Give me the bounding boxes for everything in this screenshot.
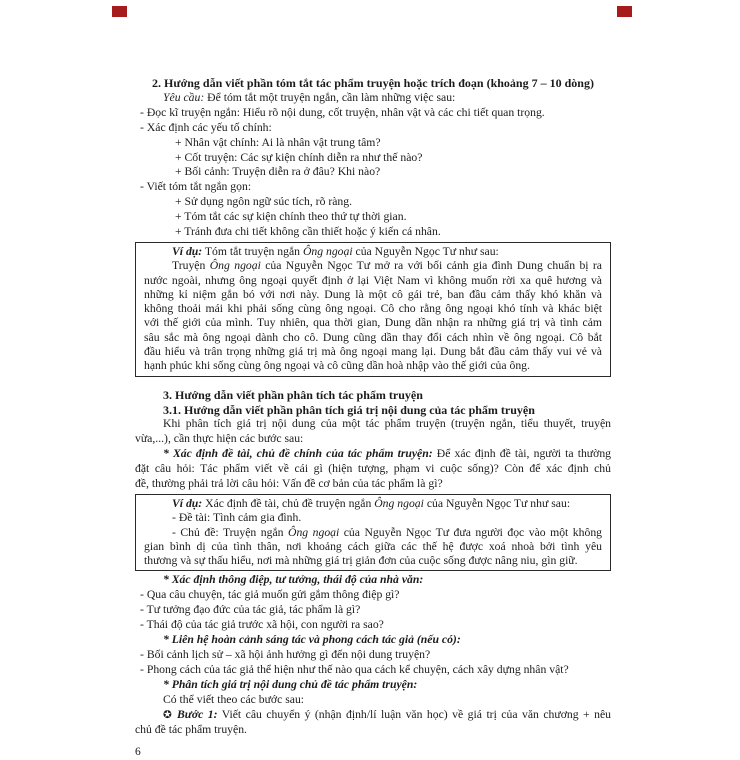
text-run: Ông ngoại — [288, 525, 340, 539]
text-run: - Xác định các yếu tố chính: — [140, 120, 272, 134]
text-line — [135, 678, 611, 693]
text-run: đề, thường phải trả lời câu hỏi: Vấn đề cơ bản của tác phẩm là gì? — [135, 477, 443, 491]
text-line — [135, 91, 611, 106]
text-run: Để tóm tắt một truyện ngắn, cần làm những việc sau: — [204, 90, 456, 104]
text-line — [135, 151, 611, 166]
text-run: Ví dụ: — [172, 244, 203, 258]
text-run: + Bối cảnh: Truyện diễn ra ở đâu? Khi nào? — [175, 165, 381, 179]
text-line — [135, 121, 611, 136]
text-run: * Liên hệ hoàn cảnh sáng tác và phong cách tác giả (nếu có): — [163, 633, 461, 647]
text-line — [144, 359, 602, 373]
text-run: của Nguyễn Ngọc Tư mở ra với bối cảnh gia đình Dung chuẩn bị ra — [260, 259, 602, 273]
text-line — [135, 225, 611, 240]
text-line — [135, 603, 611, 618]
text-line — [135, 723, 611, 738]
text-line — [135, 417, 611, 432]
text-line — [135, 573, 611, 588]
text-line — [135, 447, 611, 462]
text-run: Xác định đề tài, chủ đề truyện ngắn — [202, 496, 375, 510]
text-run: - Thái độ của tác giả trước xã hội, con người ra sao? — [140, 618, 384, 632]
text-run: Ví dụ: — [172, 496, 203, 510]
text-run: Bước 1: — [177, 707, 218, 721]
text-run: gian bình dị của tình thân, nơi khoảng cách giữa các thế hệ được xoá nhoà bởi tình yêu — [144, 539, 602, 553]
text-line — [144, 554, 602, 568]
text-run: Khi phân tích giá trị nội dung của một tác phẩm truyện (truyện ngắn, tiểu thuyết, truyện — [163, 417, 611, 431]
text-run: Có thể viết theo các bước sau: — [163, 692, 305, 706]
red-scan-mark-left — [112, 6, 127, 17]
text-line — [144, 511, 602, 525]
text-run: của Nguyễn Ngọc Tư như sau: — [423, 496, 571, 510]
text-line — [144, 526, 602, 540]
text-run: thương và sự thấu hiểu, nơi mà những giá trị giản đơn của cuộc sống được nâng niu, gìn giữ. — [144, 554, 578, 568]
text-line — [135, 195, 611, 210]
text-run: với thế giới của mình. Tuy nhiên, qua thời gian, Dung dần nhận ra những giá trị và tình cảm — [144, 316, 602, 330]
text-run: * Xác định thông điệp, tư tưởng, thái độ của nhà văn: — [163, 573, 424, 587]
text-line — [135, 708, 611, 723]
text-run: ✪ — [163, 708, 178, 721]
text-run: - Tư tưởng đạo đức của tác giả, tác phẩm là gì? — [140, 603, 361, 617]
text-line — [135, 477, 611, 492]
text-run: * Phân tích giá trị nội dung chủ đề tác phẩm truyện: — [163, 677, 418, 691]
text-line — [135, 618, 611, 633]
text-run: + Sử dụng ngôn ngữ súc tích, rõ ràng. — [175, 195, 353, 209]
text-line — [135, 106, 611, 121]
text-run: Yêu cầu: — [163, 90, 205, 104]
document-body — [135, 76, 611, 760]
text-run: Tóm tắt truyện ngắn — [202, 244, 303, 258]
text-run: nước ngoài, nhưng ông ngoại quyết định ở lại Việt Nam vì không muốn rời xa quê hương và — [144, 273, 602, 287]
text-run: - Bối cảnh lịch sử – xã hội ảnh hưởng gì đến nội dung truyện? — [140, 648, 431, 661]
text-line — [144, 345, 602, 359]
text-run: - Qua câu chuyện, tác giả muốn gửi gắm thông điệp gì? — [140, 588, 400, 602]
text-run: + Cốt truyện: Các sự kiện chính diễn ra như thế nào? — [175, 150, 423, 164]
red-scan-mark-right — [617, 6, 632, 17]
text-run: của Nguyễn Ngọc Tư như sau: — [352, 244, 499, 258]
text-line — [135, 462, 611, 477]
vertical-gap — [135, 379, 611, 388]
text-run: 3.1. Hướng dẫn viết phần phân tích giá trị nội dung của tác phẩm truyện — [163, 402, 535, 417]
text-line — [135, 663, 611, 678]
section-3-1-heading — [135, 403, 611, 418]
text-run: Viết câu chuyển ý (nhận định/lí luận văn học) về giá trị của văn chương + nêu — [217, 707, 611, 721]
text-run: không thoải mái khi phải sống cùng ông ngoại. Cô cho rằng ông ngoại khó tính và khác biệt — [144, 302, 602, 316]
text-run: sâu sắc mà ông ngoại dành cho cô. Dung cũng dần thay đổi cách nhìn về ông ngoại. Cô bắt — [144, 330, 602, 344]
text-run: 3. Hướng dẫn viết phần phân tích tác phẩm truyện — [163, 387, 423, 402]
text-line — [144, 540, 602, 554]
text-line — [135, 648, 611, 663]
text-line — [144, 288, 602, 302]
text-line — [135, 693, 611, 708]
page-number: 6 — [135, 746, 141, 759]
text-line — [135, 210, 611, 225]
example-box-summary — [135, 242, 611, 377]
text-run: + Nhân vật chính: Ai là nhân vật trung tâm? — [175, 135, 381, 149]
text-run: đầu hiểu và trân trọng những giá trị mà ông ngoại mang lại. Dung bắt đầu cảm thấy vui vẻ và — [144, 345, 602, 359]
text-run: những kỉ niệm gắn bó với nơi này. Dung là một cô gái trẻ, ban đầu cảm thấy khó khăn và — [144, 287, 602, 301]
text-run: Ông ngoại — [302, 244, 353, 258]
text-run: * Xác định đề tài, chủ đề chính của tác phẩm truyện: — [163, 447, 433, 461]
text-run: + Tóm tắt các sự kiện chính theo thứ tự thời gian. — [175, 210, 407, 224]
text-run: của Nguyễn Ngọc Tư đưa người đọc vào một không — [339, 525, 603, 539]
text-run: + Tránh đưa chi tiết không cần thiết hoặc ý kiến cá nhân. — [175, 225, 441, 239]
text-run: - Đọc kĩ truyện ngắn: Hiểu rõ nội dung, cốt truyện, nhân vật và các chi tiết quan trọng. — [140, 105, 545, 119]
text-line — [135, 633, 611, 648]
text-run: Ông ngoại — [374, 496, 424, 510]
text-line — [144, 274, 602, 288]
text-line — [135, 588, 611, 603]
text-run: - Viết tóm tắt ngắn gọn: — [140, 180, 252, 194]
text-run: Để xác định đề tài, người ta thường — [432, 447, 612, 461]
text-run: - Phong cách của tác giả thể hiện như thế nào qua cách kể chuyện, cách xây dựng nhân vật? — [140, 662, 569, 676]
text-run: - Đề tài: Tình cảm gia đình. — [172, 511, 302, 525]
text-line — [144, 302, 602, 316]
text-run: vừa,...), cần thực hiện các bước sau: — [135, 432, 304, 446]
example-box-theme — [135, 494, 611, 571]
text-line — [144, 497, 602, 511]
text-run: đặt câu hỏi: Tác phẩm viết về cái gì (hiện tượng, phạm vi cuộc sống)? Còn để xác định chủ — [135, 462, 611, 476]
text-run: hạnh phúc khi sống cùng ông ngoại và cô cũng dần hoà nhập vào thế giới của ông. — [144, 359, 530, 373]
text-run: - Chủ đề: Truyện ngắn — [172, 525, 288, 539]
section-2-heading — [135, 76, 611, 91]
text-line — [135, 180, 611, 195]
text-run: 2. Hướng dẫn viết phần tóm tắt tác phẩm truyện hoặc trích đoạn (khoảng 7 – 10 dòng) — [152, 76, 594, 90]
text-line — [144, 245, 602, 259]
text-line — [144, 316, 602, 330]
text-line — [144, 331, 602, 345]
section-3-heading — [135, 388, 611, 403]
text-line — [144, 259, 602, 273]
text-run: Ông ngoại — [209, 259, 261, 273]
text-run: chủ đề tác phẩm truyện. — [135, 722, 247, 736]
text-run: Truyện — [172, 259, 210, 273]
text-line — [135, 165, 611, 180]
text-line — [135, 136, 611, 151]
text-line — [135, 432, 611, 447]
